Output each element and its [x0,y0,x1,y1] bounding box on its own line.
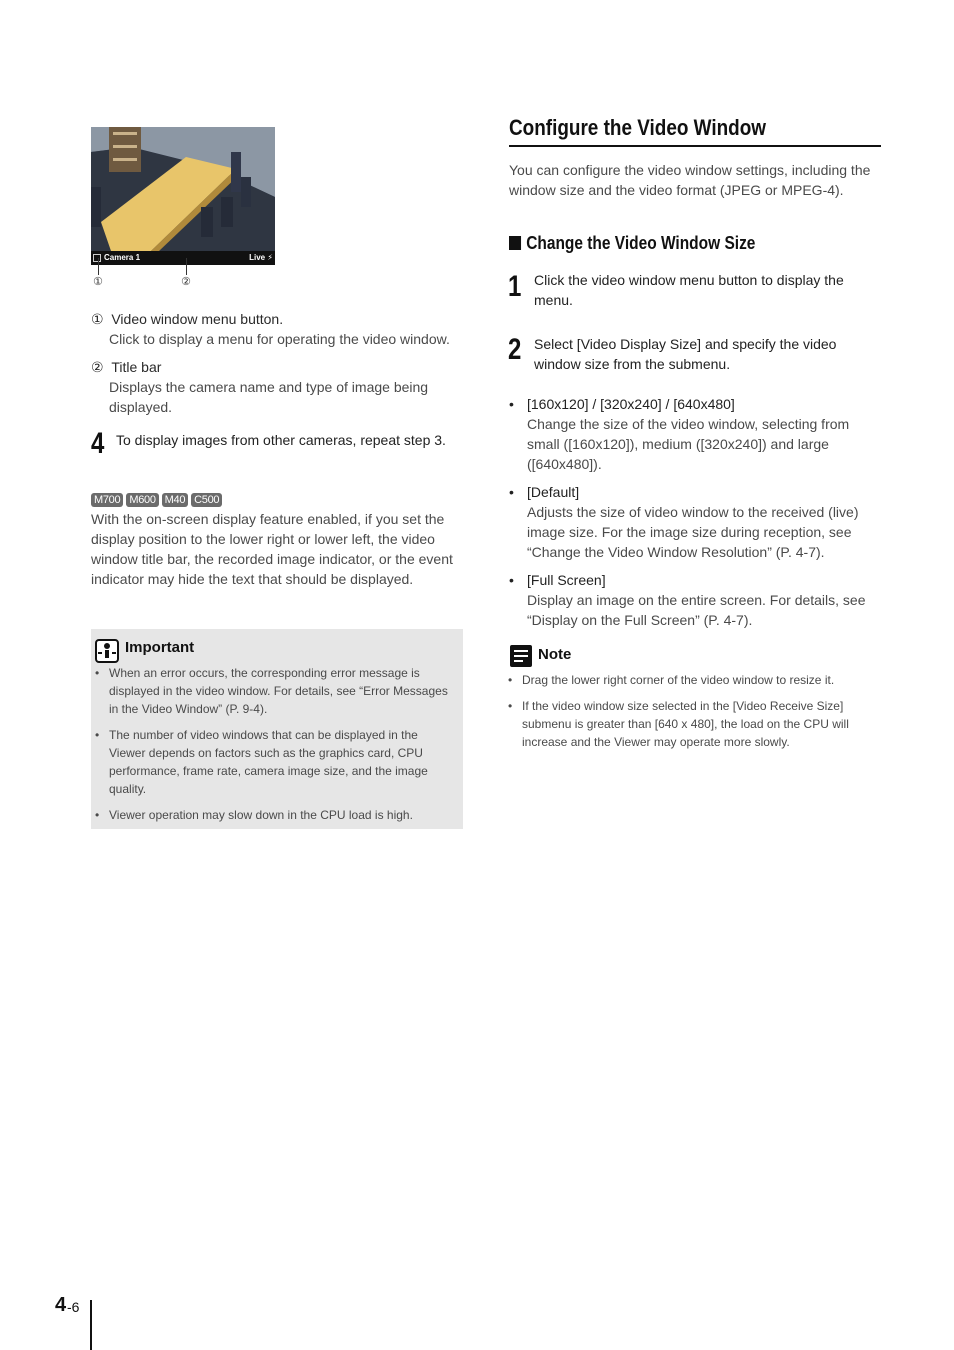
callout-line-2 [186,258,187,275]
lightning-icon: ⚡ [267,253,273,262]
callout-desc-2: Displays the camera name and type of image being displayed. [109,379,429,415]
note-title: Note [538,646,572,663]
live-indicator: Live ⚡ [249,253,273,262]
important-item-3: • Viewer operation may slow down in the CPU load is high. [91,806,456,824]
callout-item-1: ① Video window menu button. [91,311,284,327]
step-number-4: 4 [91,427,105,460]
important-item-2: • The number of video windows that can be displayed in the Viewer depends on factors such as the graphics card, CPU performance, frame rate, camera image size, and the image quality. [91,726,456,798]
callout-marker-1: ① [93,276,103,288]
size-option-default: • [Default] Adjusts the size of video window to the received (live) image size. For the image size during reception, see “Change the Video Window Resolution” (P. 4-7). [509,482,881,562]
step-text-1: Click the video window menu button to display the menu. [534,272,844,308]
badge-m600: M600 [126,493,158,507]
note-item-1: • Drag the lower right corner of the video window to resize it. [504,671,882,689]
page-number: -6 [67,1299,80,1315]
square-bullet-icon [509,236,521,250]
subsection-title: Change the Video Window Size [509,233,755,254]
size-option-fullscreen: • [Full Screen] Display an image on the entire screen. For details, see “Display on the Full Screen” (P. 4-7). [509,570,881,630]
step-text-4: To display images from other cameras, repeat step 3. [116,432,446,448]
important-icon [95,639,119,663]
size-option-1: • [160x120] / [320x240] / [640x480] Change the size of the video window, selecting from small ([160x120]), medium ([320x240]) and large ([640x480]). [509,394,881,474]
badge-c500: C500 [191,493,222,507]
video-title-bar [91,251,275,265]
section-intro: You can configure the video window settings, including the window size and the video format (JPEG or MPEG-4). [509,162,871,198]
model-badges [91,493,222,507]
callout-item-2: ② Title bar [91,359,162,375]
page-chapter-number: 4 [55,1294,67,1316]
step-number-2: 2 [508,333,522,366]
section-title: Configure the Video Window [509,115,766,140]
callout-desc-1: Click to display a menu for operating the video window. [109,331,450,347]
title-underline [509,145,881,147]
important-list [91,664,456,832]
note-item-2: • If the video window size selected in the [Video Receive Size] submenu is greater than [640 x 480], the load on the CPU will increase and the Viewer may operate more slowly. [504,697,882,751]
step-text-2: Select [Video Display Size] and specify the video window size from the submenu. [534,336,837,372]
important-box [91,629,463,829]
badge-m40: M40 [162,493,189,507]
badge-m700: M700 [91,493,123,507]
step-number-1: 1 [508,270,522,303]
menu-button-icon[interactable] [93,254,101,262]
onscreen-display-paragraph: With the on-screen display feature enabled, if you set the display position to the lower right or lower left, the video window title bar, the recorded image indicator, or the event indicator may hide the text that should be displayed. [91,511,453,587]
footer-rule [90,1300,92,1350]
note-list [504,671,882,759]
callout-marker-2: ② [181,276,191,288]
important-item-1: • When an error occurs, the corresponding error message is displayed in the video window. For details, see “Error Messages in the Video Window” (P. 9-4). [91,664,456,718]
camera-name: Camera 1 [104,253,141,262]
important-title: Important [125,639,195,656]
note-icon [509,644,533,668]
camera-video-window-figure [91,127,275,265]
callout-line-1 [98,258,99,275]
conference-room-image [91,127,275,251]
